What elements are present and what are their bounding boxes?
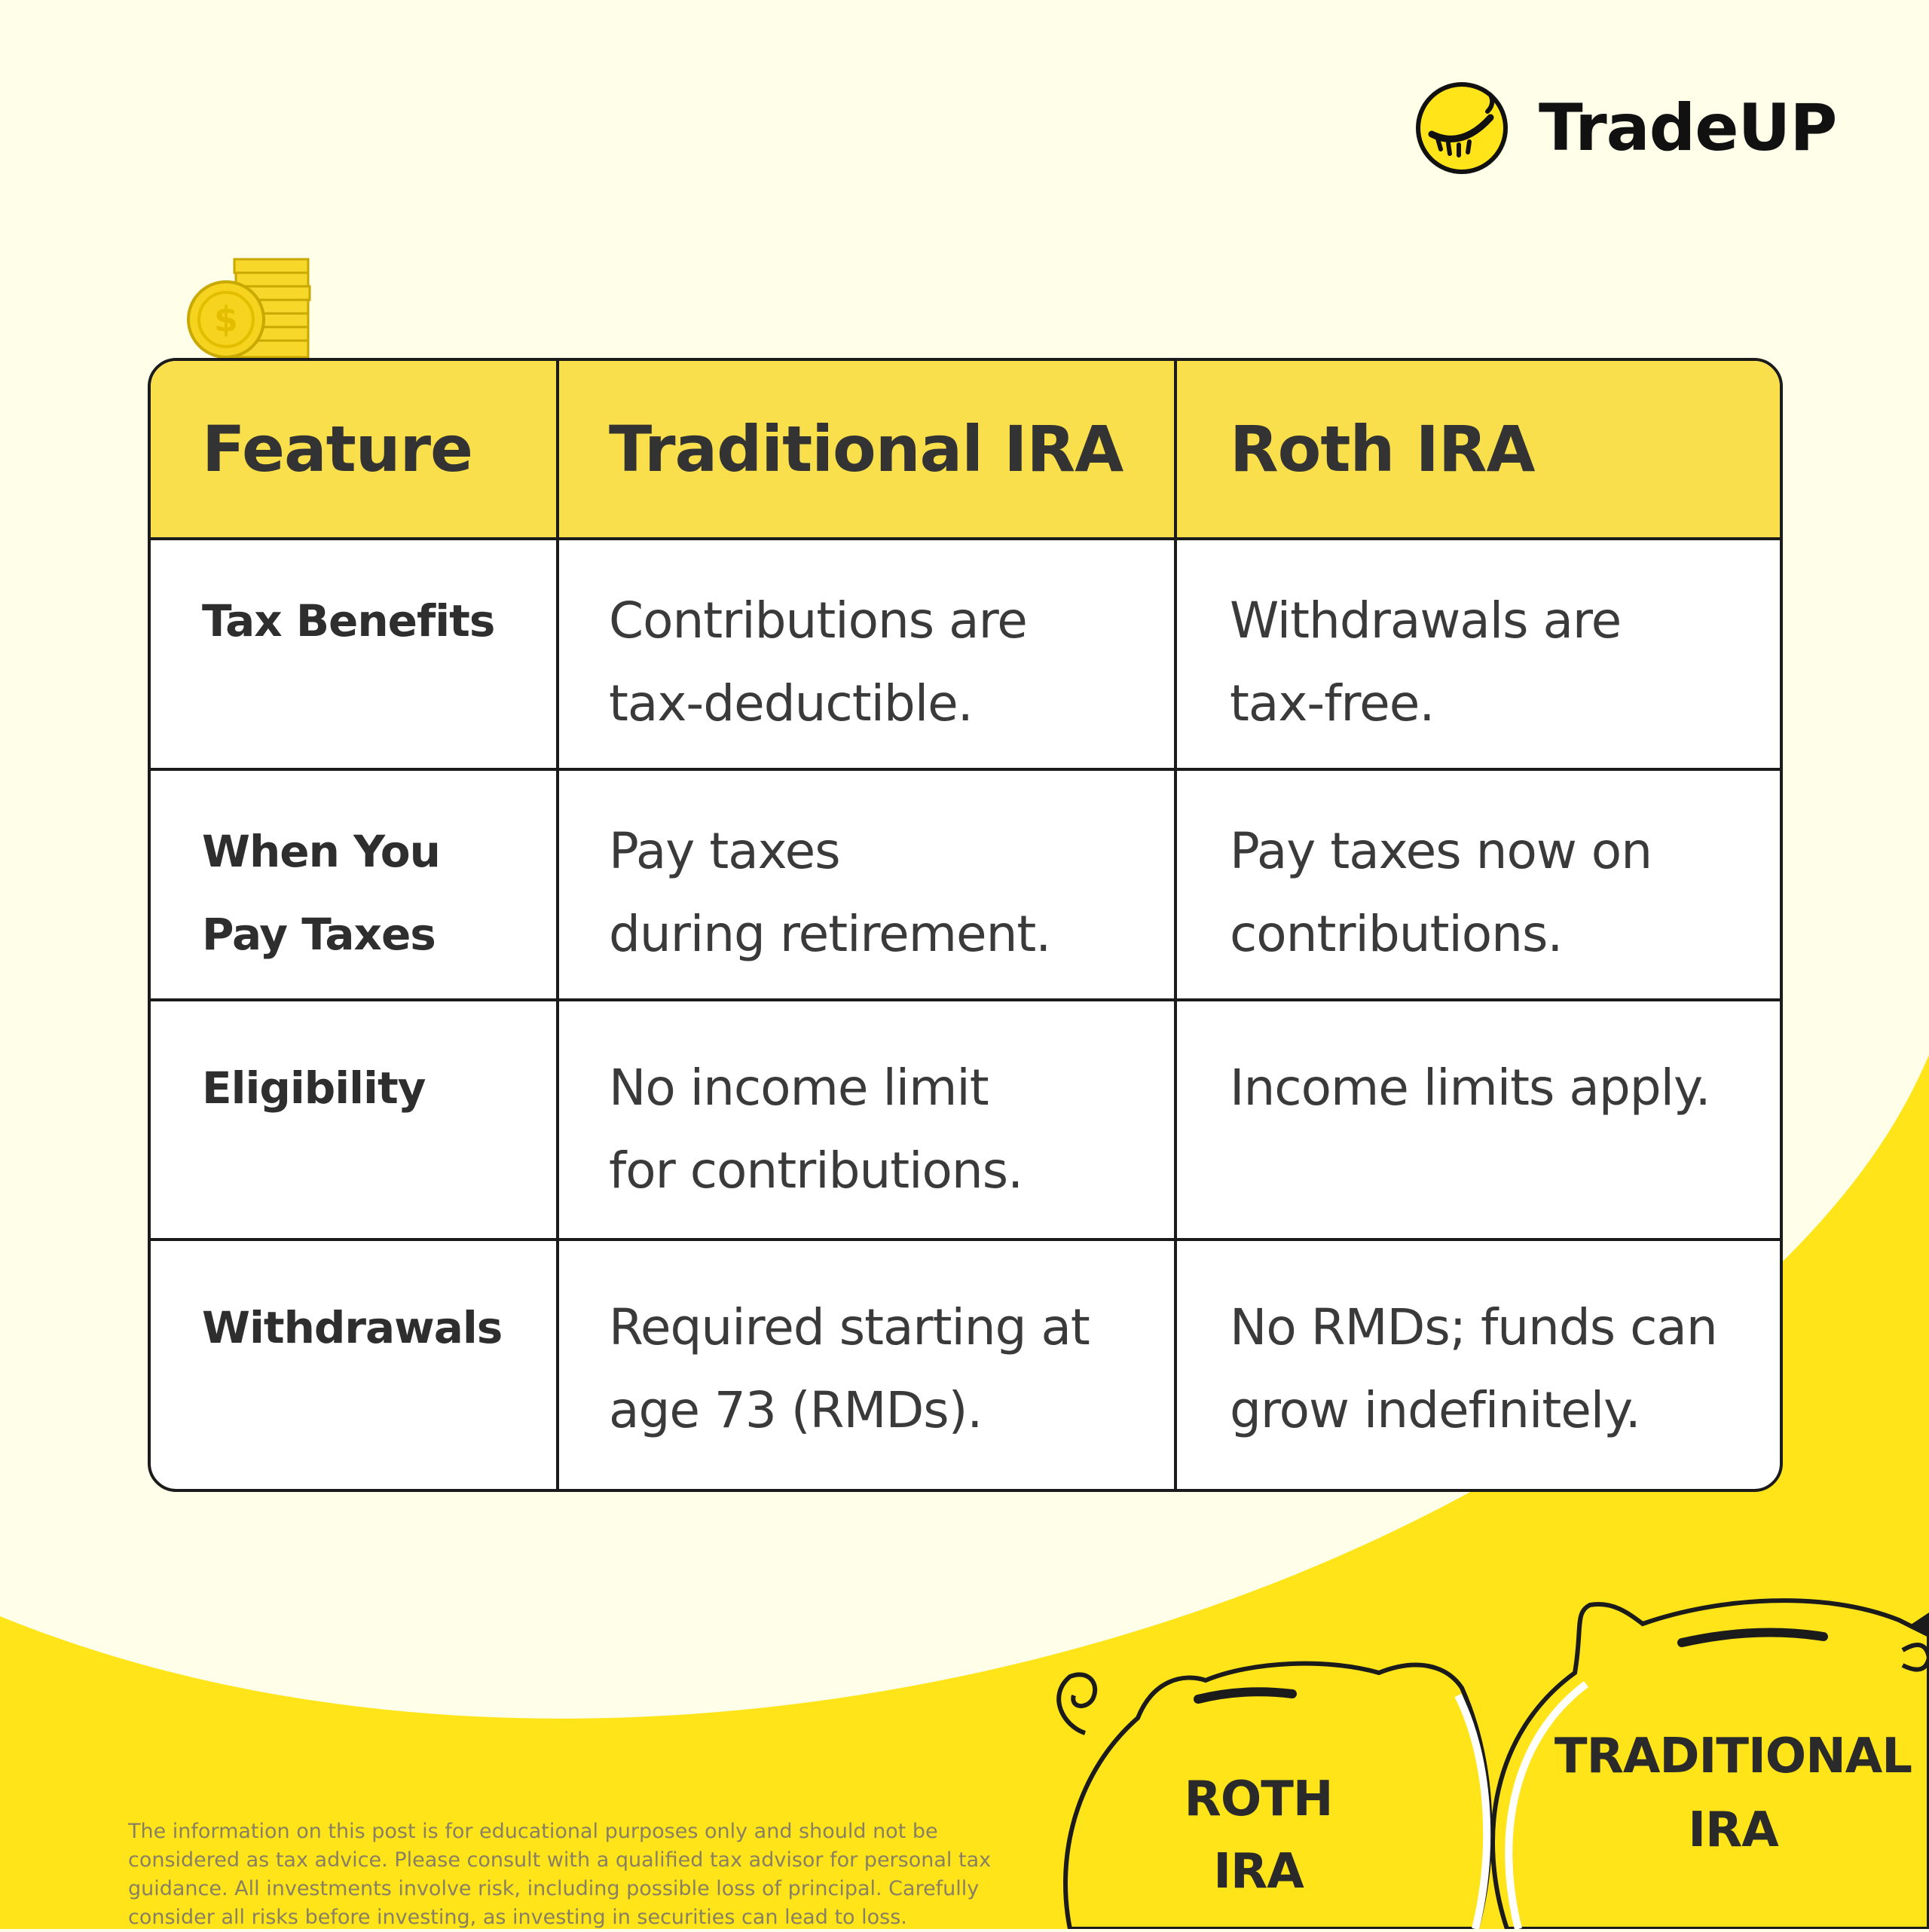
tradeup-logo-icon <box>1415 81 1509 175</box>
roth-text: Pay taxes now on <box>1230 822 1652 880</box>
table-row-withdrawals <box>151 1238 1780 1492</box>
traditional-text: No income limit <box>609 1059 989 1117</box>
piggy-label-line: ROTH <box>1184 1772 1333 1827</box>
feature-text: Tax Benefits <box>202 595 495 647</box>
piggy-label-line: IRA <box>1688 1802 1778 1858</box>
roth-cell <box>1177 540 1780 771</box>
traditional-cell <box>559 771 1177 1001</box>
traditional-text: for contributions. <box>609 1142 1023 1200</box>
traditional-text: Contributions are <box>609 592 1027 650</box>
feature-cell <box>151 771 559 1001</box>
feature-cell <box>151 540 559 771</box>
roth-ira-piggy-label <box>1123 1763 1394 1908</box>
roth-cell <box>1177 1241 1780 1492</box>
svg-text:$: $ <box>213 299 239 340</box>
traditional-text: during retirement. <box>609 905 1051 963</box>
disclaimer-text: The information on this post is for educational purposes only and should not be considered as tax advice. Please consult with a qualified tax advisor for personal tax guidance. All investments involve risk, including possible loss of principal. Carefully consider all risks before investing, as investing in securities can lead to loss. <box>128 1820 992 1929</box>
feature-cell <box>151 1241 559 1492</box>
feature-text: When You <box>202 826 440 877</box>
dollar-coin-icon <box>188 282 264 357</box>
brand-name: TradeUP <box>1539 90 1837 166</box>
roth-text: contributions. <box>1230 905 1563 963</box>
brand-logo <box>1415 81 1836 175</box>
header-roth-ira: Roth IRA <box>1230 412 1535 486</box>
piggy-label-line: IRA <box>1213 1844 1304 1900</box>
roth-text: No RMDs; funds can <box>1230 1298 1717 1356</box>
roth-text: grow indefinitely. <box>1230 1381 1640 1439</box>
ira-comparison-table <box>148 358 1783 1492</box>
traditional-cell <box>559 540 1177 771</box>
header-traditional-ira: Traditional IRA <box>559 361 1177 537</box>
table-header-row <box>151 361 1780 537</box>
table-row-eligibility <box>151 998 1780 1241</box>
feature-text: Eligibility <box>202 1062 426 1114</box>
header-feature: Feature <box>151 361 559 537</box>
traditional-cell <box>559 1241 1177 1492</box>
traditional-text: Required starting at <box>609 1298 1090 1356</box>
traditional-text: Pay taxes <box>609 822 840 880</box>
roth-text: Income limits apply. <box>1230 1059 1710 1117</box>
feature-text: Pay Taxes <box>202 909 436 960</box>
roth-text: Withdrawals are <box>1230 592 1622 650</box>
coin-stack-icon <box>187 256 319 362</box>
roth-text: tax-free. <box>1230 674 1435 732</box>
piggy-label-line: TRADITIONAL <box>1554 1729 1912 1784</box>
traditional-text: tax-deductible. <box>609 674 973 732</box>
traditional-cell <box>559 1001 1177 1241</box>
feature-cell <box>151 1001 559 1241</box>
table-row-when-you-pay-taxes <box>151 768 1780 1001</box>
table-row-tax-benefits <box>151 537 1780 771</box>
traditional-text: age 73 (RMDs). <box>609 1381 983 1439</box>
roth-cell <box>1177 1001 1780 1241</box>
traditional-ira-piggy-label <box>1530 1720 1929 1867</box>
feature-text: Withdrawals <box>202 1302 503 1353</box>
roth-cell <box>1177 771 1780 1001</box>
